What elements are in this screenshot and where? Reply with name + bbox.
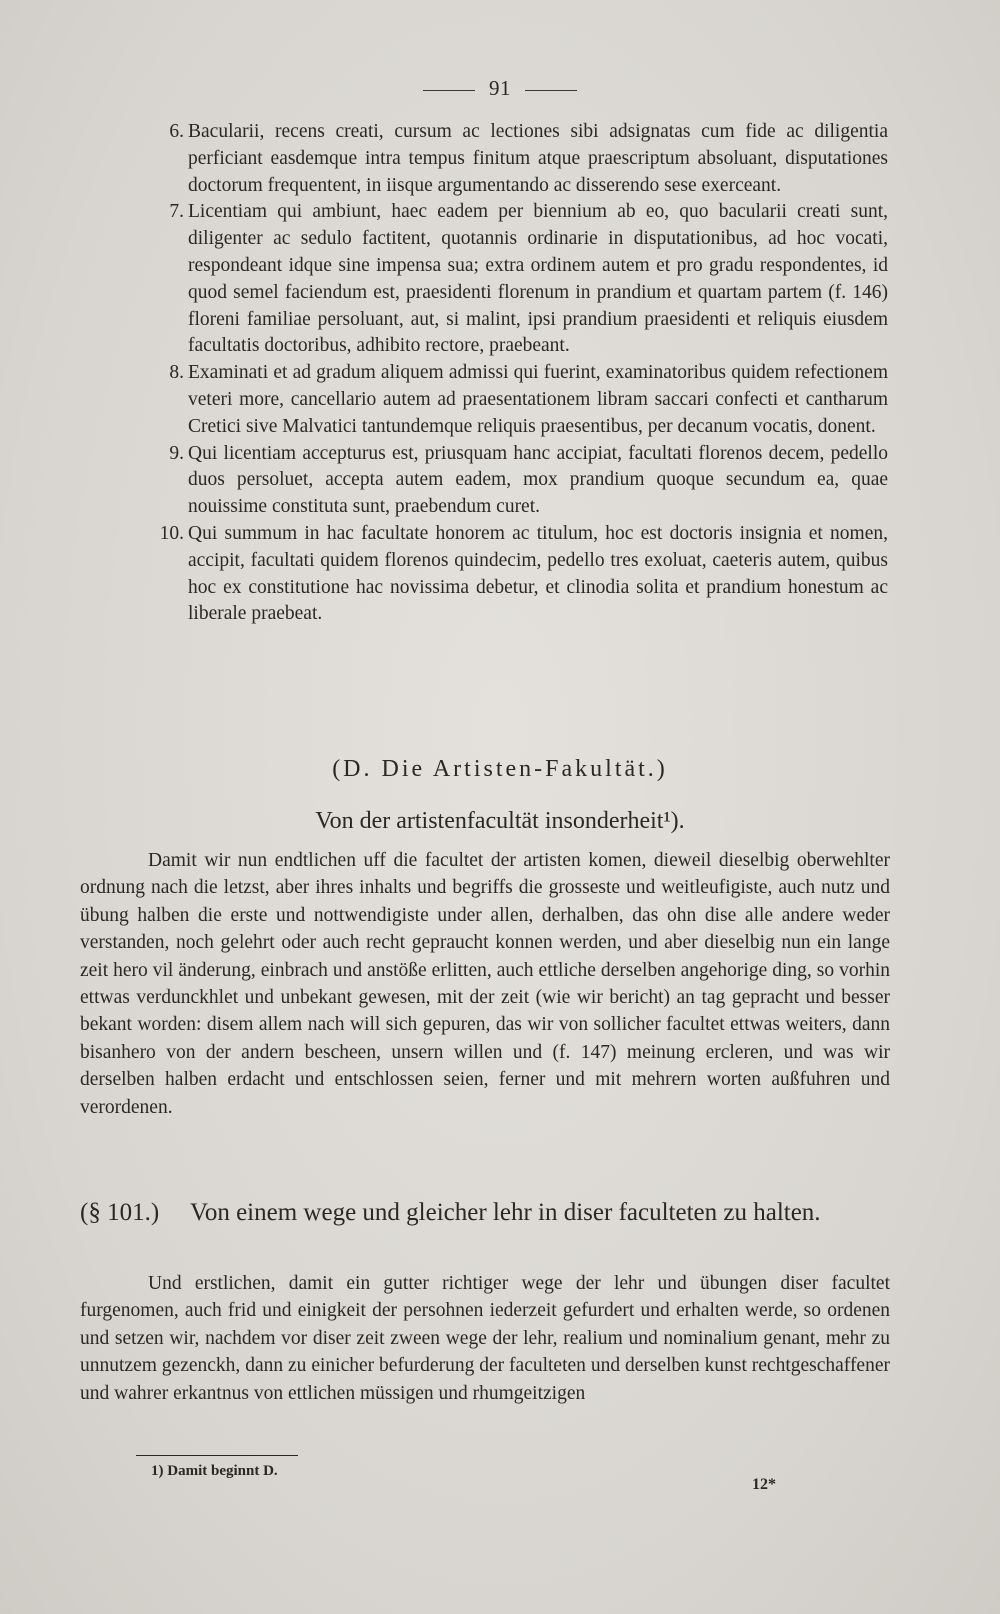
footnote-rule — [136, 1455, 298, 1456]
item-number: 7. — [169, 201, 184, 223]
paragraph-erstlichen: Und erstlichen, damit ein gutter richtiger wege der lehr und übungen diser facultet furgenomen, auch frid und einigkeit der persohnen iederzeit gefurdert und erhalten werde, so ordenen und setzen wir, nachdem vor diser zeit zween wege der lehr, realium und nominalium genant, mehr zu unnutzem gezenckh, dann zu einicher befurderung der faculteten und derselben kunst rechtgeschaffener und wahrer erkantnus von ettlichen müssigen und rhumgeitzigen — [80, 1273, 890, 1404]
subsection-title: Von einem wege und gleicher lehr in diser faculteten zu halten. — [190, 1199, 821, 1226]
signature-mark: 12* — [752, 1476, 776, 1493]
list-item — [148, 521, 888, 628]
list-item — [148, 199, 888, 360]
item-number: 9. — [169, 442, 184, 464]
subsection-heading — [80, 1196, 890, 1230]
page-number-dash-right — [525, 90, 577, 91]
footnote: 1) Damit beginnt D. — [151, 1463, 278, 1479]
item-number: 8. — [169, 362, 184, 384]
paragraph-artisten-intro: Damit wir nun endtlichen uff die facultet der artisten komen, dieweil dieselbig oberwehlter ordnung nach die letzst, aber ihres inhalts und begriffs die grosseste und weitleufigiste, auch nutz und übung halben die erste und nottwendigiste under allen, derhalben, das ohn dise alle andere weder verstanden, noch gelehrt oder auch recht gepraucht konnen werden, und aber dieselbig nun ein lange zeit hero vil änderung, einbrach und anstöße erlitten, auch ettliche derselben angehorige ding, so vorhin ettwas verdunckhlet und unbekant gewesen, mit der zeit (wie wir bericht) an tag gepracht und besser bekant worden: disem allem nach will sich gepuren, das wir von sollicher facultet ettwas weiters, dann bisanhero von der andern bescheen, unsern willen und (f. 147) meinung ercleren, und was wir derselben halben erdacht und entschlossen seien, ferner und mit mehrern worten außfuhren und verordenen. — [80, 850, 890, 1118]
page-number-line — [0, 76, 1000, 101]
item-text: Bacularii, recens creati, cursum ac lectiones sibi adsignatas cum fide ac diligentia perficiant easdemque intra tempus finitum atque praescriptum absoluant, disputationes doctorum frequentent, in iisque argumentando ac disserendo sese exerceant. — [188, 121, 888, 196]
page-number-dash-left — [423, 90, 475, 91]
subsection-number: (§ 101.) — [80, 1199, 160, 1226]
section-subheading: Von der artistenfacultät insonderheit¹). — [315, 808, 685, 834]
list-item — [148, 119, 888, 199]
numbered-items — [148, 119, 888, 628]
section-heading: (D. Die Artisten-Fakultät.) — [332, 756, 668, 782]
item-text: Examinati et ad gradum aliquem admissi qui fuerint, examinatoribus quidem refectionem veteri more, cancellario autem ad praesentationem libram saccari confecti et cantharum Cretici sive Malvatici tantundemque reliquis praesentibus, per decanum vocatis, donent. — [188, 362, 888, 437]
list-item — [148, 360, 888, 440]
item-text: Licentiam qui ambiunt, haec eadem per biennium ab eo, quo bacularii creati sunt, diligenter ac sedulo factitent, quotannis ordinarie in disputationibus, ad hoc vocati, respondeant idque sine impensa sua; extra ordinem autem et pro gradu respondentes, id quod semel faciendum est, praesidenti florenum in prandium et quartam partem (f. 146) floreni familiae persoluant, aut, si malint, ipsi prandium praesidenti et reliquis eiusdem facultatis doctoribus, adhibito rectore, praebeant. — [188, 201, 888, 357]
item-text: Qui summum in hac facultate honorem ac titulum, hoc est doctoris insignia et nomen, accipit, facultati quidem florenos quindecim, pedello tres exoluat, caeteris autem, quibus hoc ex constitutione hac novissima debetur, et clinodia solita et prandium honestum ac liberale praebeat. — [188, 522, 888, 625]
list-item — [148, 441, 888, 521]
item-text: Qui licentiam accepturus est, priusquam hanc accipiat, facultati florenos decem, pedello duos persoluet, accepta autem eadem, mox prandium quoque secundum ea, quae nouissime constituta sunt, praebendum curet. — [188, 442, 888, 518]
item-number: 10. — [159, 522, 184, 544]
page-number: 91 — [489, 76, 511, 100]
item-number: 6. — [169, 121, 184, 142]
